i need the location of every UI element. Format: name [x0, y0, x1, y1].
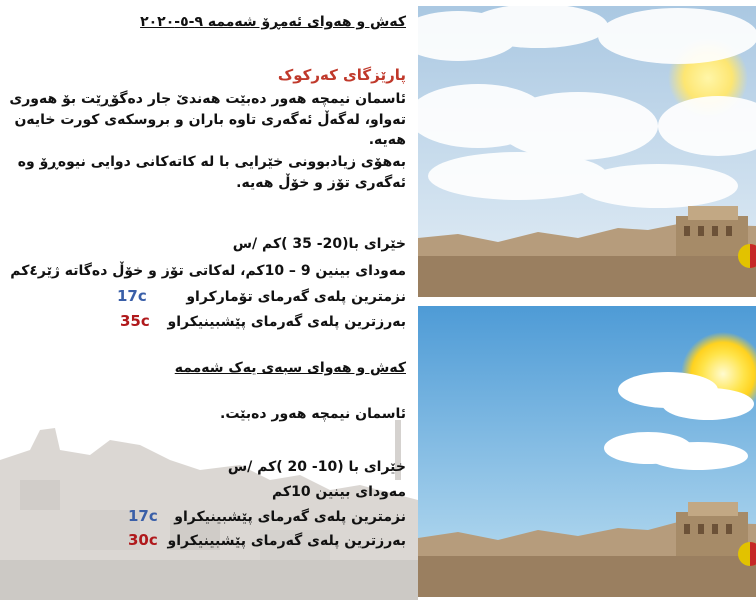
tomorrow-heading: کەش و هەوای سبەی یەک شەممە [174, 360, 406, 376]
tomorrow-desc: ئاسمان نیمچە هەور دەبێت. [220, 406, 406, 422]
today-sky-illustration [418, 6, 756, 297]
weather-images [418, 0, 756, 600]
today-weather-image [418, 6, 756, 297]
tomorrow-max-label: بەرزترین پلەی گەرمای پێشبینیکراو [167, 533, 406, 549]
today-min-temp: 17c [117, 287, 147, 305]
today-max-temp: 35c [120, 312, 150, 330]
tomorrow-weather-image [418, 306, 756, 597]
tomorrow-visibility: مەودای بینین 10کم [271, 484, 406, 500]
today-desc-line-1: ئاسمان نیمچە هەور دەبێت هەندێ جار دەگۆڕێت بۆ هەوری [9, 91, 406, 107]
today-visibility: مەودای بینین 9 – 10کم، لەکاتی تۆز و خۆڵ دەگاتە ژێر٤کم [10, 263, 406, 279]
tomorrow-min-temp: 17c [128, 507, 158, 525]
tomorrow-max-temp: 30c [128, 531, 158, 549]
today-heading: کەش و هەوای ئەمڕۆ شەممە ٩-٥-٢٠٢٠ [140, 14, 406, 30]
today-desc-line-3: هەیە. [368, 132, 406, 148]
today-desc-line-5: ئەگەری تۆز و خۆڵ هەیە. [236, 175, 406, 191]
tomorrow-wind: خێرای با (10- 20 )کم /س [227, 459, 406, 475]
today-max-label: بەرزترین پلەی گەرمای پێشبینیکراو [167, 314, 406, 330]
city-name: پارێزگای کەرکوک [277, 66, 406, 84]
tomorrow-min-label: نزمترین پلەی گەرمای پێشبینیکراو [174, 509, 406, 525]
today-wind: خێرای با(20- 35 )کم /س [232, 236, 406, 252]
tomorrow-sky-illustration [418, 306, 756, 597]
today-desc-line-4: بەهۆی زیادبوونی خێرایی با لە کاتەکانی دوایی نیوەڕۆ وە [17, 154, 406, 170]
today-desc-line-2: تەواو، لەگەڵ ئەگەری تاوە باران و بروسکەی کورت خایەن [14, 112, 406, 128]
today-min-label: نزمترین پلەی گەرمای تۆمارکراو [186, 289, 406, 305]
